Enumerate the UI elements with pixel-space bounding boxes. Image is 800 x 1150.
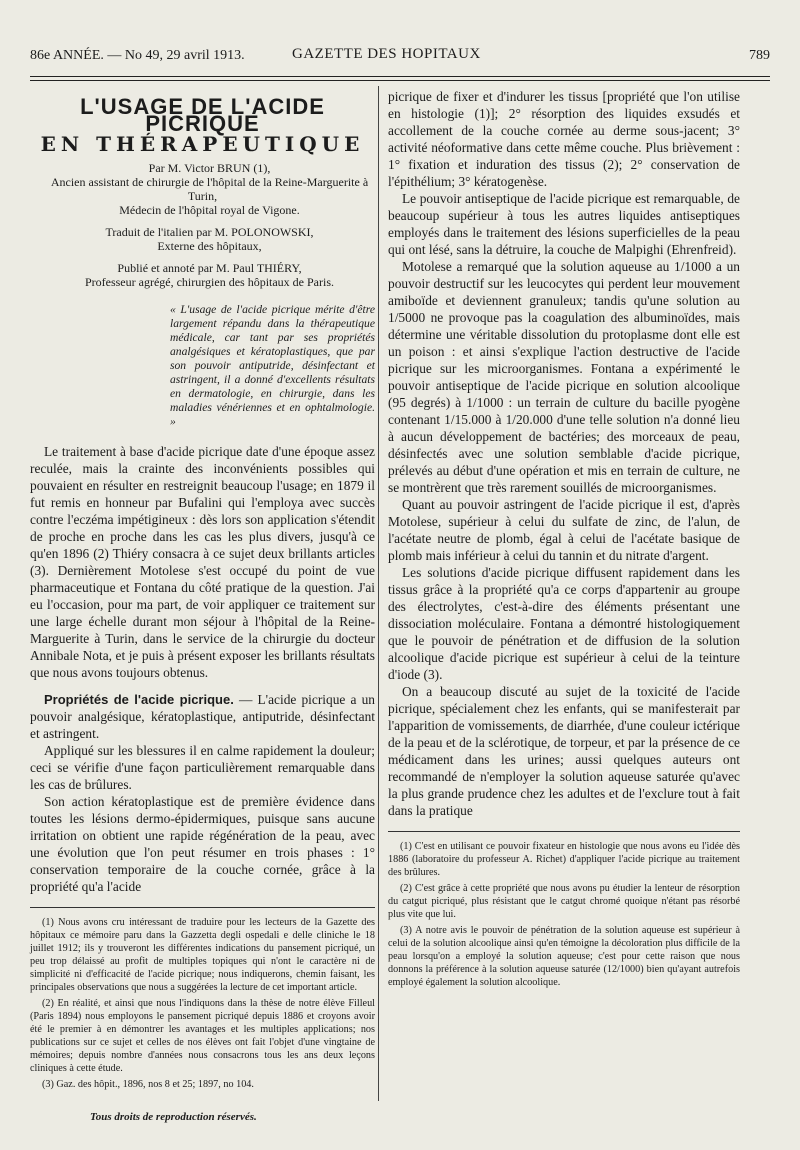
page-number: 789	[749, 48, 770, 63]
footnote: (1) C'est en utilisant ce pouvoir fixateur en histologie que nous avons eu l'idée dès 1886 (laboratoire du professeur A. Richet) d'appliquer l'acide picrique au traitement des brûlures.	[388, 841, 740, 878]
body-paragraph: Le pouvoir antiseptique de l'acide picrique est remarquable, de beaucoup supérieur à tous les autres liquides antiseptiques employés dans le traitement des lésions superficielles de la peau qui ont lésé, sans la détruire, la couche de Malpighi (Ehrenfreid).	[388, 191, 740, 257]
keratoplastic-paragraph: Son action kératoplastique est de première évidence dans toutes les lésions dermo-épidermiques, puisque sans aucune irritation on obtient une rapide régénération de la peau, avec une évolution que l'on peut résumer en trois phases : 1° conservation temporaire de la couche cornée, grâce à la propriété qu'a l'acide	[30, 794, 375, 894]
analgesic-paragraph: Appliqué sur les blessures il en calme rapidement la douleur; ceci se vérifie d'une façon particulièrement remarquable dans les cas de brûlures.	[30, 743, 375, 792]
annotator-role: Professeur agrégé, chirurgien des hôpitaux de Paris.	[84, 275, 335, 289]
body-paragraph: picrique de fixer et d'indurer les tissus [propriété que l'on utilise en histologie (1)]; 2° résorption des liquides exsudés et accollement de la couche cornée au derme sous-jacent; 3° activité néoformative dans cette même couche. Plus brièvement : 1° fixation et induration des tissus (2); 2° conservation de l'épithélium; 3° kératogenèse.	[388, 89, 740, 189]
journal-name: GAZETTE DES HOPITAUX	[292, 46, 481, 62]
copyright-notice: Tous droits de reproduction réservés.	[90, 1111, 257, 1123]
issue-info: 86e ANNÉE. — No 49, 29 avril 1913.	[30, 48, 245, 63]
annotator-line: Publié et annoté par M. Paul THIÉRY,	[117, 261, 302, 275]
footnote-rule	[388, 831, 740, 832]
translator-line: Traduit de l'italien par M. POLONOWSKI,	[105, 225, 314, 239]
author-role: Médecin de l'hôpital royal de Vigone.	[119, 203, 300, 217]
translator-role: Externe des hôpitaux,	[157, 239, 262, 253]
footnote-rule	[30, 907, 375, 908]
author-role: Ancien assistant de chirurgie de l'hôpital de la Reine-Marguerite à Turin,	[50, 175, 369, 203]
footnote: (3) A notre avis le pouvoir de pénétration de la solution aqueuse est supérieur à celui de la solution alcoolique ainsi qu'en témoigne la décoloration plus difficile de la peau lorsqu'on a employé la solution aqueuse; c'est pour cette raison que nous donnons la préférence à la solution aqueuse saturée (12/1000) bien qu'ayant autrefois employé également la solution alcoolique.	[388, 925, 740, 988]
column-divider	[378, 86, 379, 1101]
body-paragraph: Quant au pouvoir astringent de l'acide picrique il est, d'après Motolese, supérieur à celui du sulfate de zinc, de l'alun, de l'acétate neutre de plomb, égal à celui de l'acétate basique de plomb mais inférieur à celui du tannin et du nitrate d'argent.	[388, 497, 740, 563]
footnote: (2) En réalité, et ainsi que nous l'indiquons dans la thèse de notre élève Filleul (Paris 1894) nous employons le pansement picriqué depuis 1886 et croyons avoir été le premier à en démontrer les avantages et les multiples applications; nos publications sur ce sujet et celles de nos élèves ont fait l'objet d'une vingtaine de mémoires; depuis nombre d'années nous consacrons tous les ans deux leçons cliniques à cette étude.	[30, 998, 375, 1074]
left-column	[30, 88, 375, 1094]
body-paragraph: Motolese a remarqué que la solution aqueuse au 1/1000 a un pouvoir destructif sur les leucocytes qui perdent leur mouvement amiboïde et deviennent granuleux; tandis qu'une solution au 1/5000 ne provoque pas la coagulation des albuminoïdes, mais détermine une véritable dissolution du protoplasme dont elle est un poison : et ainsi s'explique l'action destructive de l'acide picrique sur les microorganismes. Fontana a expérimenté le pouvoir antiseptique de l'acide picrique en solution alcoolique (95 degrés) à 1/1000 : un terrain de culture du bacille pyogène contenant 1/15.000 à 1/20.000 d'une telle solution n'a donné lieu à aucun développement de bactéries; des morceaux de peau, désinfectés avec une solution semblable d'acide picrique, prélevés au début d'une opération et mis en terrain de culture, ne se montrèrent que très rarement souillés de microorganismes.	[388, 259, 740, 495]
article-subtitle: EN THÉRAPEUTIQUE	[40, 132, 365, 156]
epigraph-quote: « L'usage de l'acide picrique mérite d'être largement répandu dans la thérapeutique médicale, car tant par ses propriétés analgésiques et kératoplastiques, que par son pouvoir antiputride, désinfectant et astringent, il a donné d'excellents résultats en dermatologie, en chirurgie, dans les maladies vénériennes et en ophtalmologie. »	[170, 303, 375, 428]
properties-paragraph	[30, 691, 375, 742]
footnote: (3) Gaz. des hôpit., 1896, nos 8 et 25; 1897, no 104.	[42, 1079, 254, 1090]
section-heading: Propriétés de l'acide picrique.	[44, 692, 234, 707]
page-header	[30, 44, 770, 70]
section-lead: — L'acide picrique a un pouvoir analgésique, kératoplastique, antiputride, désinfectant et astringent.	[30, 692, 375, 741]
footnote: (1) Nous avons cru intéressant de traduire pour les lecteurs de la Gazette des hôpitaux ce mémoire paru dans la Gazzetta degli ospedali e delle cliniche le 18 juillet 1912; ils y trouveront les différentes indications du pansement picriqué, un peu trop délaissé au profit de multiples topiques qui n'ont le caractère ni de simplicité ni d'efficacité de l'acide picrique; nous indiquerons, chemin faisant, les principales observations que nous a suggérées la lecture de cet important article.	[30, 917, 375, 993]
author-line: Par M. Victor BRUN (1),	[148, 161, 271, 175]
header-rule-double	[30, 80, 770, 81]
body-paragraph: On a beaucoup discuté au sujet de la toxicité de l'acide picrique, spécialement chez les enfants, qui se manifesterait par l'apparition de vomissements, de diarrhée, d'une couleur ictérique de la peau et de la sclérotique, de torpeur, et par la présence de ce médicament dans les urines; aussi quelques auteurs ont recommandé de n'employer la solution aqueuse saturée qu'avec la plus grande prudence chez les adultes et de l'exclure tout à fait dans la pratique	[388, 684, 740, 818]
footnote: (2) C'est grâce à cette propriété que nous avons pu étudier la lenteur de résorption du catgut picriqué, plus résistant que le catgut chromé quoique n'étant pas résorbé plus vite que lui.	[388, 883, 740, 920]
body-paragraph: Les solutions d'acide picrique diffusent rapidement dans les tissus grâce à la propriété qu'a ce corps d'appartenir au groupe des électrolytes, c'est-à-dire des éléments présentant une dissociation moléculaire. Fontana a démontré histologiquement que le pouvoir de pénétration et de diffusion de la solution alcoolique d'acide picrique est supérieur à celui de la teinture d'iode (3).	[388, 565, 740, 682]
right-column	[388, 88, 740, 992]
article-title: L'USAGE DE L'ACIDE PICRIQUE	[80, 94, 325, 136]
intro-paragraph: Le traitement à base d'acide picrique date d'une époque assez reculée, mais la crainte des inconvénients possibles qui pouvaient en résulter en restreignit beaucoup l'usage; en 1879 il fut remis en honneur par Bufalini qui l'employa avec succès contre l'eczéma impétigineux : dès lors son application s'étendit de proche en proche dans les cas les plus divers, jusqu'à ce qu'en 1896 (2) Thiéry consacra à ce sujet deux brillants articles (3). Dernièrement Motolese s'est occupé du point de vue pharmaceutique et Fontana du côté pratique de la question. J'ai eu l'occasion, pour ma part, de voir appliquer ce traitement sur une large échelle durant mon séjour à l'hôpital de la Reine-Marguerite à Turin, dans le service de la chirurgie du docteur Annibale Nota, et je puis à présent exposer les brillants résultats que nous avons toujours obtenus.	[30, 444, 375, 680]
header-rule	[30, 76, 770, 77]
